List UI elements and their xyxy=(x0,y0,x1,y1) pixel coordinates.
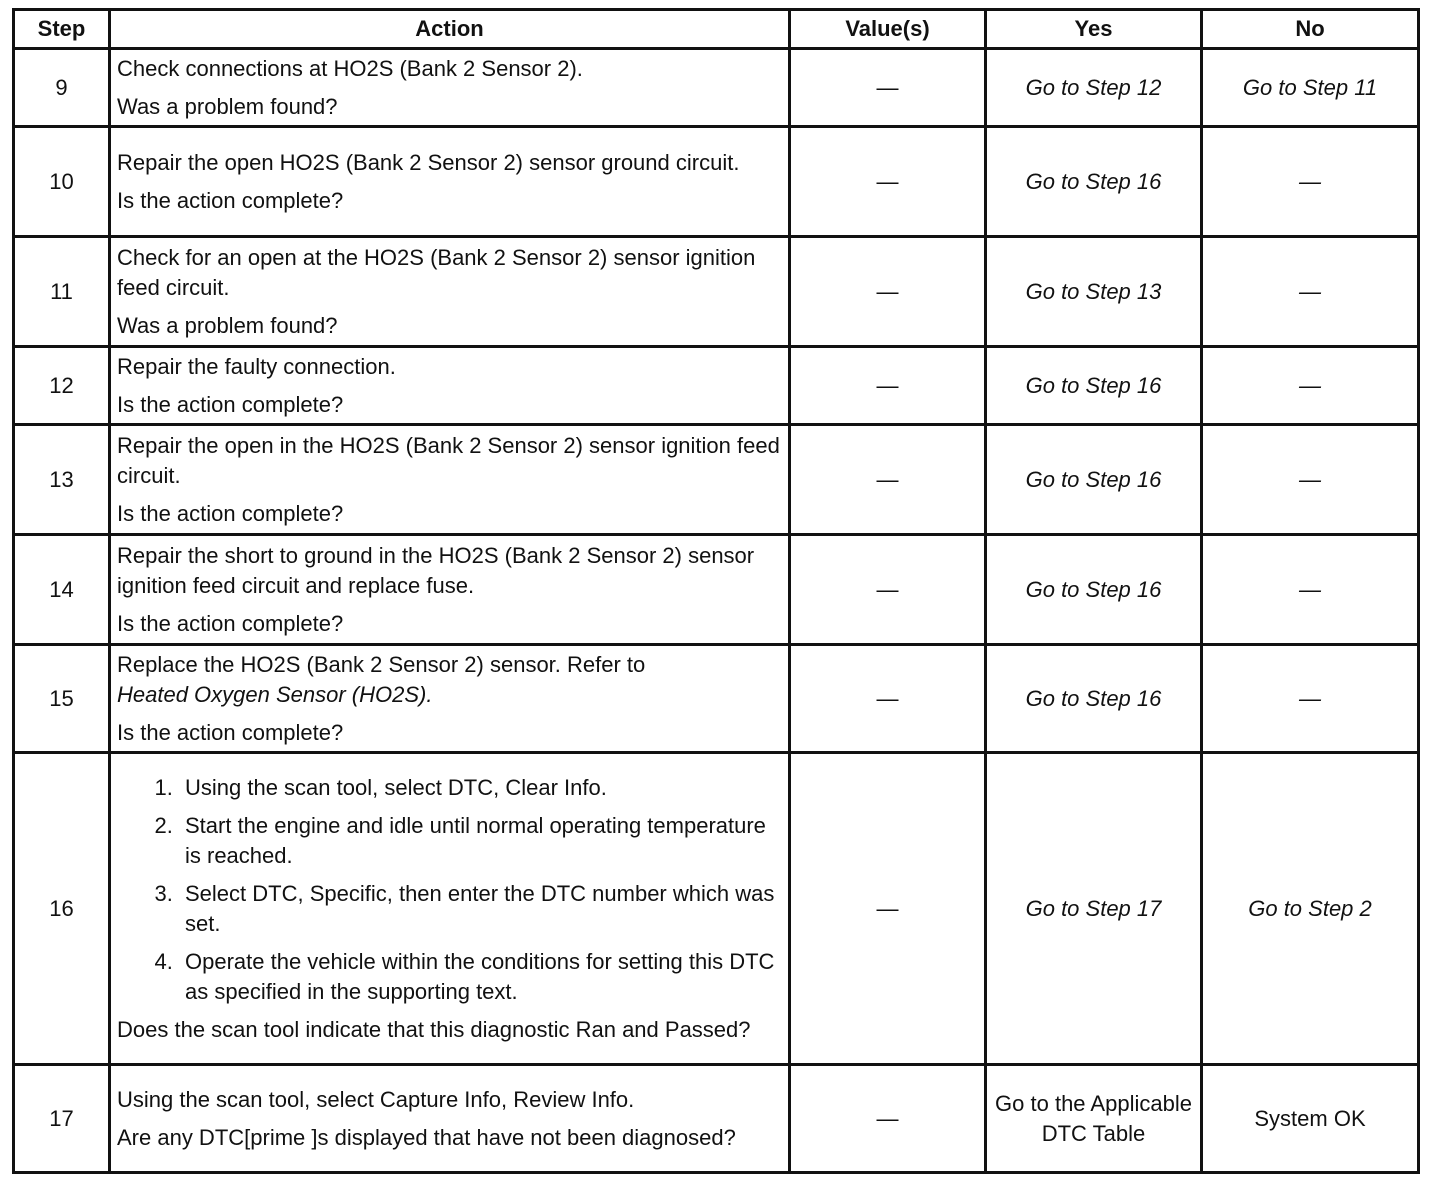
step-number: 10 xyxy=(14,127,110,237)
yes-cell: Go to Step 16 xyxy=(986,347,1202,425)
action-question: Was a problem found? xyxy=(117,312,338,338)
list-item: 2. Start the engine and idle until normal operating temperature is reached. xyxy=(179,811,782,871)
value-cell: — xyxy=(790,127,986,237)
yes-cell: Go to Step 13 xyxy=(986,237,1202,347)
no-cell: — xyxy=(1202,645,1419,753)
table-row xyxy=(14,645,1419,753)
value-cell: — xyxy=(790,645,986,753)
value-cell: — xyxy=(790,237,986,347)
header-action: Action xyxy=(110,10,790,49)
table-row xyxy=(14,237,1419,347)
diagnostic-table xyxy=(12,8,1420,1174)
no-cell: — xyxy=(1202,127,1419,237)
no-cell: System OK xyxy=(1202,1065,1419,1173)
no-cell: Go to Step 11 xyxy=(1202,49,1419,127)
step-number: 14 xyxy=(14,535,110,645)
yes-cell: Go to Step 16 xyxy=(986,535,1202,645)
header-values: Value(s) xyxy=(790,10,986,49)
action-question: Is the action complete? xyxy=(117,610,344,636)
action-text: Repair the short to ground in the HO2S (Bank 2 Sensor 2) sensor ignition feed circuit and replace fuse. xyxy=(117,542,755,598)
list-item: 4. Operate the vehicle within the conditions for setting this DTC as specified in the supporting text. xyxy=(179,947,782,1007)
action-cell xyxy=(110,753,790,1065)
action-question: Does the scan tool indicate that this diagnostic Ran and Passed? xyxy=(117,1016,751,1042)
action-text: Repair the faulty connection. xyxy=(117,353,396,379)
no-cell: Go to Step 2 xyxy=(1202,753,1419,1065)
list-item: 1. Using the scan tool, select DTC, Clear Info. xyxy=(179,773,782,803)
action-cell xyxy=(110,237,790,347)
table-row xyxy=(14,127,1419,237)
action-text: Repair the open in the HO2S (Bank 2 Sensor 2) sensor ignition feed circuit. xyxy=(117,432,780,488)
yes-cell: Go to Step 12 xyxy=(986,49,1202,127)
header-row xyxy=(14,10,1419,49)
no-cell: — xyxy=(1202,237,1419,347)
value-cell: — xyxy=(790,347,986,425)
table-row xyxy=(14,49,1419,127)
step-number: 9 xyxy=(14,49,110,127)
step-number: 11 xyxy=(14,237,110,347)
action-question: Is the action complete? xyxy=(117,500,344,526)
action-question: Was a problem found? xyxy=(117,93,338,119)
no-cell: — xyxy=(1202,425,1419,535)
action-cell xyxy=(110,49,790,127)
header-step: Step xyxy=(14,10,110,49)
step-number: 15 xyxy=(14,645,110,753)
document-reference: Heated Oxygen Sensor (HO2S). xyxy=(117,681,433,707)
procedure-list xyxy=(117,773,782,1007)
action-cell xyxy=(110,535,790,645)
action-cell xyxy=(110,347,790,425)
action-question: Is the action complete? xyxy=(117,719,344,745)
action-cell xyxy=(110,1065,790,1173)
list-item: 3. Select DTC, Specific, then enter the DTC number which was set. xyxy=(179,879,782,939)
action-cell xyxy=(110,645,790,753)
action-text: Replace the HO2S (Bank 2 Sensor 2) sensor. Refer to xyxy=(117,651,646,677)
value-cell: — xyxy=(790,425,986,535)
table-row xyxy=(14,347,1419,425)
action-cell xyxy=(110,425,790,535)
table-row xyxy=(14,753,1419,1065)
yes-cell: Go to Step 17 xyxy=(986,753,1202,1065)
action-question: Are any DTC[prime ]s displayed that have not been diagnosed? xyxy=(117,1124,736,1150)
action-question: Is the action complete? xyxy=(117,187,344,213)
action-cell xyxy=(110,127,790,237)
value-cell: — xyxy=(790,49,986,127)
yes-cell: Go to Step 16 xyxy=(986,645,1202,753)
yes-cell: Go to the Applicable DTC Table xyxy=(986,1065,1202,1173)
action-text: Check connections at HO2S (Bank 2 Sensor 2). xyxy=(117,55,583,81)
action-question: Is the action complete? xyxy=(117,391,344,417)
no-cell: — xyxy=(1202,535,1419,645)
value-cell: — xyxy=(790,753,986,1065)
step-number: 12 xyxy=(14,347,110,425)
yes-cell: Go to Step 16 xyxy=(986,127,1202,237)
action-text: Check for an open at the HO2S (Bank 2 Sensor 2) sensor ignition feed circuit. xyxy=(117,244,756,300)
table-row xyxy=(14,425,1419,535)
no-cell: — xyxy=(1202,347,1419,425)
header-no: No xyxy=(1202,10,1419,49)
step-number: 13 xyxy=(14,425,110,535)
table-row xyxy=(14,535,1419,645)
header-yes: Yes xyxy=(986,10,1202,49)
table-row xyxy=(14,1065,1419,1173)
action-text: Using the scan tool, select Capture Info, Review Info. xyxy=(117,1086,635,1112)
step-number: 17 xyxy=(14,1065,110,1173)
step-number: 16 xyxy=(14,753,110,1065)
yes-cell: Go to Step 16 xyxy=(986,425,1202,535)
value-cell: — xyxy=(790,1065,986,1173)
value-cell: — xyxy=(790,535,986,645)
action-text: Repair the open HO2S (Bank 2 Sensor 2) sensor ground circuit. xyxy=(117,149,740,175)
